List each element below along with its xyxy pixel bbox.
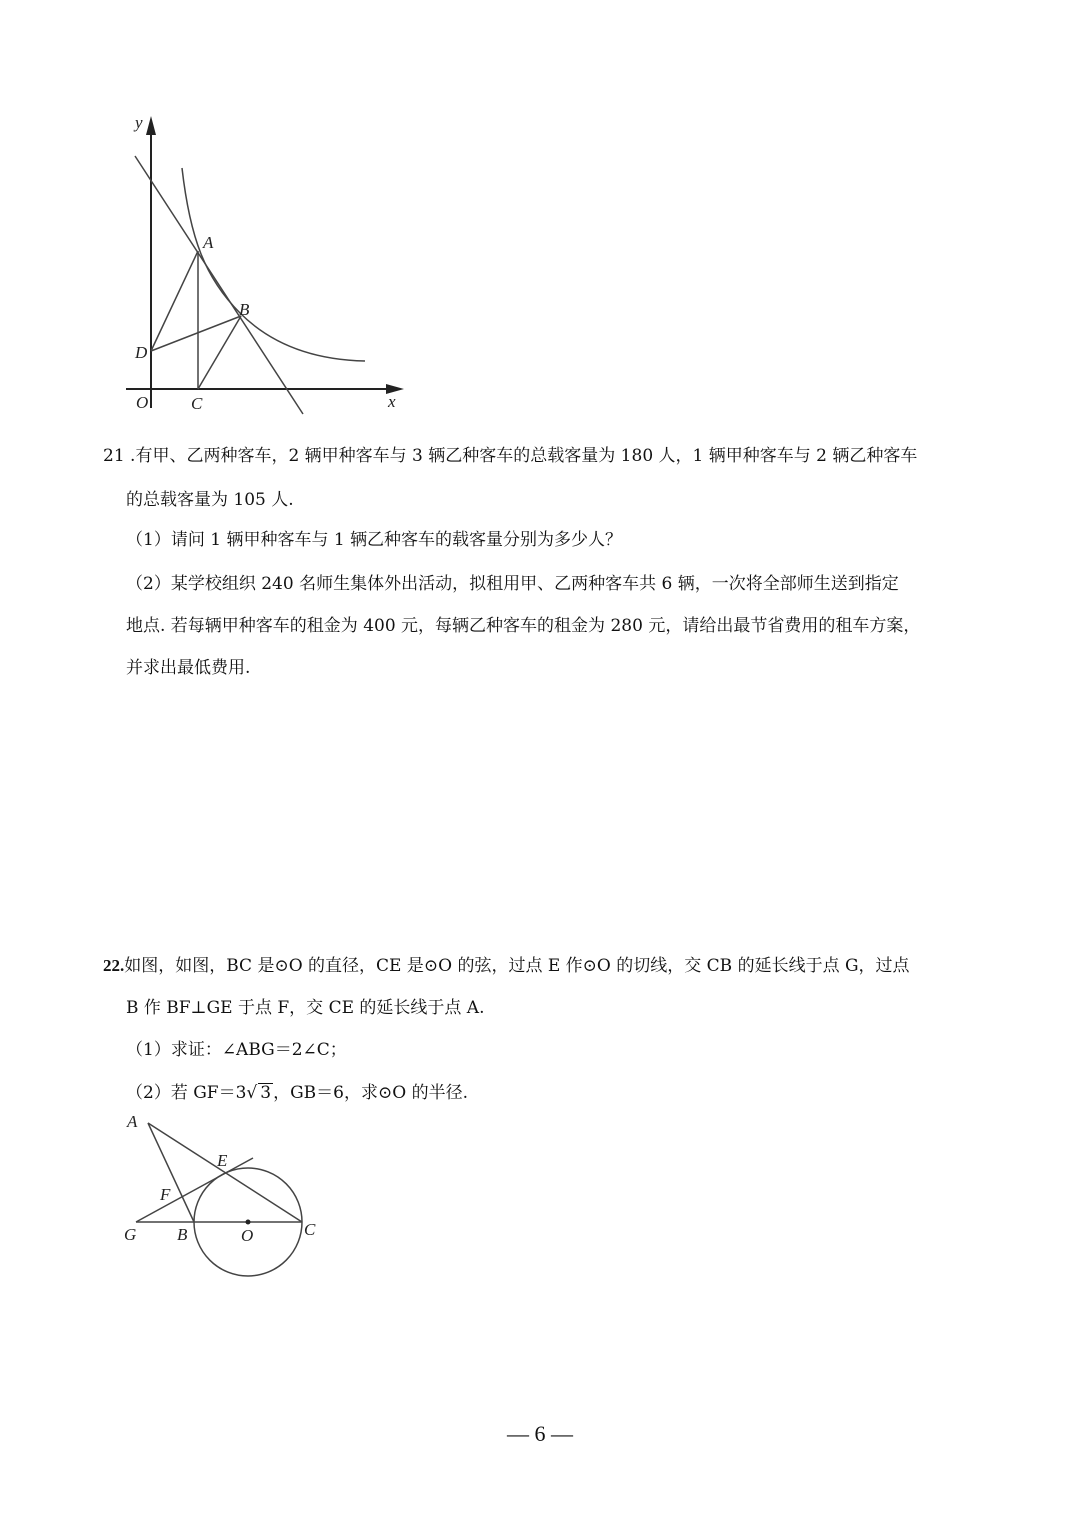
q22-sqrt-value: 3 (260, 1083, 272, 1103)
label-a: A (203, 233, 214, 252)
label-c: C (304, 1220, 316, 1239)
center-point (246, 1220, 251, 1225)
q22-line1-text: 如图，如图，BC 是⊙O 的直径，CE 是⊙O 的弦，过点 E 作⊙O 的切线，交 CB 的延长线于点 G，过点 (124, 956, 910, 976)
y-axis-arrow-icon (146, 116, 156, 135)
q21-part2-line2: 地点. 若每辆甲种客车的租金为 400 元，每辆乙种客车的租金为 280 元，请给出最节省费用的租车方案， (126, 616, 921, 636)
label-origin: O (136, 393, 149, 412)
page-number: — 6 — (507, 1421, 573, 1446)
q21-line2: 的总载客量为 105 人. (126, 490, 294, 510)
q21-line1: 21 .有甲、乙两种客车，2 辆甲种客车与 3 辆乙种客车的总载客量为 180 人，1 辆甲种客车与 2 辆乙种客车 (103, 446, 918, 466)
circle-figure (118, 1110, 330, 1282)
label-d: D (135, 343, 148, 362)
label-b: B (239, 300, 250, 319)
coordinate-figure (120, 108, 410, 418)
label-a: A (127, 1112, 138, 1131)
sqrt-sign-icon: √ (246, 1083, 258, 1103)
label-c: C (191, 394, 203, 413)
label-x: x (388, 392, 396, 411)
hyperbola-curve (182, 168, 365, 361)
label-e: E (217, 1151, 228, 1170)
label-g: G (124, 1225, 137, 1244)
q21-part2-line3: 并求出最低费用. (126, 658, 251, 678)
q22-line1 (103, 956, 910, 976)
q22-part2 (126, 1083, 468, 1103)
q21-part2-line1: （2）某学校组织 240 名师生集体外出活动，拟租用甲、乙两种客车共 6 辆，一次将全部师生送到指定 (126, 574, 899, 594)
line-ab (135, 156, 303, 414)
label-y: y (135, 113, 143, 132)
q22-part2-after: ，GB＝6，求⊙O 的半径. (273, 1083, 468, 1103)
segment-cb (198, 316, 241, 389)
q22-number: 22. (103, 956, 125, 975)
q22-part1: （1）求证：∠ABG＝2∠C； (126, 1040, 347, 1060)
q22-line2: B 作 BF⊥GE 于点 F，交 CE 的延长线于点 A. (126, 998, 485, 1018)
label-o: O (241, 1226, 254, 1245)
q22-part2-before: （2）若 GF＝3 (126, 1083, 247, 1103)
label-b: B (177, 1225, 188, 1244)
label-f: F (160, 1185, 171, 1204)
q21-part1: （1）请问 1 辆甲种客车与 1 辆乙种客车的载客量分别为多少人？ (126, 530, 623, 550)
